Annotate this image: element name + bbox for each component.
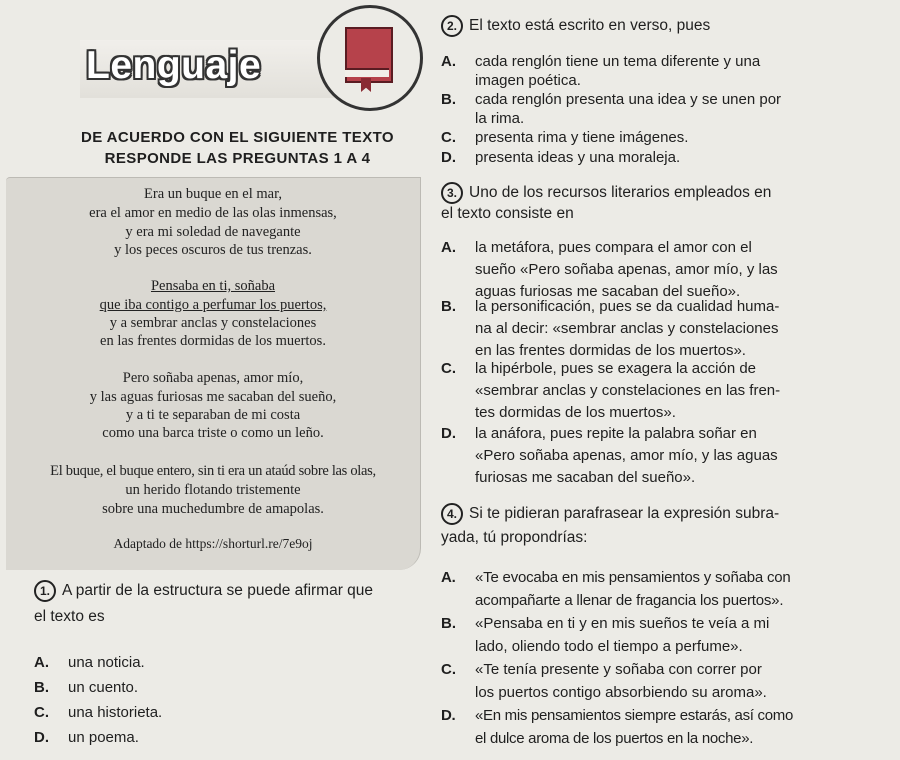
question-text: Si te pidieran parafrasear la expresión subra- (469, 505, 780, 523)
option-text: presenta rima y tiene imágenes. (475, 129, 689, 146)
q1-option-a[interactable] (34, 652, 145, 673)
option-text-cont: lado, oliendo todo el tiempo a perfume». (475, 638, 743, 655)
option-text-cont: tes dormidas de los muertos». (475, 404, 676, 421)
option-text: la metáfora, pues compara el amor con el (475, 239, 752, 256)
question-3-stem (441, 182, 771, 204)
option-text: presenta ideas y una moraleja. (475, 149, 681, 166)
option-text-cont: furiosas me sacaban del sueño». (475, 469, 696, 486)
poem-line: y a ti te separaban de mi costa (125, 407, 301, 423)
option-letter: B. (441, 91, 456, 108)
option-letter: B. (34, 679, 49, 696)
q4-option-d[interactable] (441, 705, 793, 726)
question-number: 1. (34, 580, 56, 602)
question-number: 4. (441, 503, 463, 525)
option-text-cont: acompañarte a llenar de fragancia los puertos». (475, 592, 784, 609)
option-text: la hipérbole, pues se exagera la acción de (475, 360, 757, 377)
poem-line-underlined: Pensaba en ti, soñaba (150, 278, 276, 294)
question-3-stem-cont: el texto consiste en (441, 205, 574, 222)
question-1-stem (34, 580, 373, 602)
option-text: una noticia. (68, 654, 145, 671)
poem-line: era el amor en medio de las olas inmensas, (89, 205, 337, 221)
option-text: «Pensaba en ti y en mis sueños te veía a mi (475, 615, 770, 632)
option-text: cada renglón presenta una idea y se unen por (475, 91, 782, 108)
option-letter: C. (441, 129, 456, 146)
q2-option-a[interactable] (441, 51, 760, 72)
option-text: un poema. (68, 729, 139, 746)
option-letter: A. (34, 654, 49, 671)
q4-option-c[interactable] (441, 659, 762, 680)
poem-line: y los peces oscuros de tus trenzas. (114, 242, 312, 258)
option-letter: A. (441, 239, 456, 256)
poem-line: y era mi soledad de navegante (125, 224, 301, 240)
poem-line: en las frentes dormidas de los muertos. (100, 333, 326, 349)
option-text-cont: los puertos contigo absorbiendo su aroma». (475, 684, 767, 701)
q2-option-b[interactable] (441, 89, 781, 110)
q3-option-c[interactable] (441, 358, 756, 379)
q1-option-d[interactable] (34, 727, 139, 748)
option-text-cont: imagen poética. (475, 72, 581, 89)
q2-option-d[interactable] (441, 147, 680, 168)
q4-option-b[interactable] (441, 613, 769, 634)
poem-line: sobre una muchedumbre de amapolas. (102, 501, 324, 517)
option-text: cada renglón tiene un tema diferente y una (475, 53, 761, 70)
option-text: «Te tenía presente y soñaba con correr por (475, 661, 762, 678)
option-letter: A. (441, 569, 456, 586)
book-pages (345, 68, 389, 77)
option-letter: B. (441, 615, 456, 632)
option-text: la personificación, pues se da cualidad huma- (475, 298, 780, 315)
option-text: un cuento. (68, 679, 139, 696)
poem-line: Era un buque en el mar, (144, 186, 282, 202)
poem-line: y las aguas furiosas me sacaban del sueño, (89, 389, 337, 405)
option-text-cont: sueño «Pero soñaba apenas, amor mío, y las (475, 261, 778, 278)
option-letter: C. (441, 360, 456, 377)
page-title: Lenguaje (86, 44, 262, 87)
poem-line: un herido flotando tristemente (125, 482, 301, 498)
option-text: «Te evocaba en mis pensamientos y soñaba con (475, 569, 791, 586)
option-text: una historieta. (68, 704, 163, 721)
question-4-stem (441, 503, 779, 525)
poem-line-wrap (6, 278, 420, 295)
poem-line-underlined: que iba contigo a perfumar los puertos, (99, 297, 327, 313)
option-text: «En mis pensamientos siempre estarás, así como (475, 707, 794, 724)
option-text-cont: aguas furiosas me sacaban del sueño». (475, 283, 741, 300)
option-letter: C. (34, 704, 49, 721)
poem-line: como una barca triste o como un leño. (102, 425, 324, 441)
option-letter: D. (441, 707, 456, 724)
option-letter: A. (441, 53, 456, 70)
question-number: 2. (441, 15, 463, 37)
option-letter: D. (441, 425, 456, 442)
q3-option-a[interactable] (441, 237, 821, 258)
instruction-line-1: DE ACUERDO CON EL SIGUIENTE TEXTO (81, 129, 394, 146)
question-1-stem-cont: el texto es (34, 608, 105, 625)
instruction-line-2: RESPONDE LAS PREGUNTAS 1 A 4 (104, 150, 371, 167)
option-text-cont: «Pero soñaba apenas, amor mío, y las aguas (475, 447, 778, 464)
option-letter: D. (441, 149, 456, 166)
option-text-cont: la rima. (475, 110, 525, 127)
option-text-cont: el dulce aroma de los puertos en la noche». (475, 730, 754, 747)
question-4-stem-cont: yada, tú propondrías: (441, 529, 588, 546)
q4-option-a[interactable] (441, 567, 791, 588)
option-letter: C. (441, 661, 456, 678)
option-letter: D. (34, 729, 49, 746)
q3-option-d[interactable] (441, 423, 757, 444)
option-text-cont: na al decir: «sembrar anclas y constelaciones (475, 320, 779, 337)
poem-line: Pero soñaba apenas, amor mío, (122, 370, 304, 386)
option-text-cont: «sembrar anclas y constelaciones en las fren- (475, 382, 781, 399)
q1-option-c[interactable] (34, 702, 162, 723)
poem-line: El buque, el buque entero, sin ti era un ataúd sobre las olas, (50, 463, 376, 479)
option-text: la anáfora, pues repite la palabra soñar en (475, 425, 757, 442)
q3-option-b[interactable] (441, 296, 779, 317)
option-text-cont: en las frentes dormidas de los muertos». (475, 342, 746, 359)
poem-line: y a sembrar anclas y constelaciones (109, 315, 317, 331)
question-text: Uno de los recursos literarios empleados en (469, 184, 772, 202)
question-text: El texto está escrito en verso, pues (469, 17, 711, 35)
poem-line-wrap (6, 297, 420, 314)
q1-option-b[interactable] (34, 677, 138, 698)
question-2-stem (441, 15, 710, 37)
question-text: A partir de la estructura se puede afirmar que (62, 582, 374, 600)
option-letter: B. (441, 298, 456, 315)
poem-source: Adaptado de https://shorturl.re/7e9oj (113, 536, 313, 551)
question-number: 3. (441, 182, 463, 204)
q2-option-c[interactable] (441, 127, 688, 148)
